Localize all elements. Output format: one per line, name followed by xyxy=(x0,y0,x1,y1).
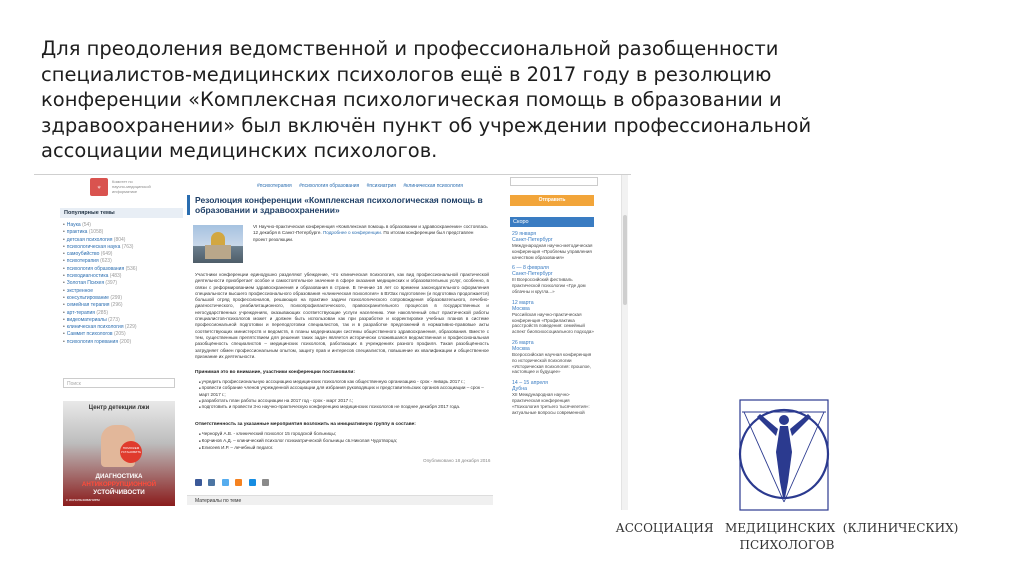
topic-label: психология горевания xyxy=(66,338,119,345)
article-tags xyxy=(257,183,469,189)
tag-link[interactable]: #психотерапия xyxy=(257,183,292,189)
topic-label: клиническая психология xyxy=(66,324,124,331)
odnoklassniki-icon[interactable] xyxy=(235,479,242,486)
banner-title: Центр детекции лжи xyxy=(88,405,150,411)
topic-link[interactable] xyxy=(63,266,183,273)
responsible-list xyxy=(199,431,489,451)
bullet-icon: • xyxy=(63,316,65,323)
upcoming-title: Скоро xyxy=(510,217,594,227)
topic-label: Золотая Психея xyxy=(66,280,105,287)
article-intro: VI Научно-практическая конференция «Комплексная помощь в образовании и здравоохранении» состоялась 12 декабря в Санкт-Петербурге. Подробнее о конференции. По итогам конференции был представлен проект резолюции. xyxy=(253,224,488,242)
list-item: ■ Елисеев И.Р. – лечебный педагог. xyxy=(199,445,489,452)
list-item: ■ Корчинов А.Д. – клинический психолог психиатрической больницы св.Николая Чудотворца; xyxy=(199,438,489,445)
event-text: Российская научно-практическая конференция «Профилактика расстройств поведения: семейный аспект биопсихосоциального подхода» xyxy=(512,311,594,335)
heading-line: ассоциации медицинских психологов. xyxy=(41,139,438,162)
topic-count: (273) xyxy=(108,316,120,323)
tag-link[interactable]: #психология образования xyxy=(299,183,360,189)
slide-heading xyxy=(41,36,821,164)
list-item: ■ Черноруй А.В. - клинический психолог 15 городской больницы; xyxy=(199,431,489,438)
subscribe-input[interactable] xyxy=(510,177,598,186)
responsible-subheading: Ответственность за указанные мероприятия возложить на инициативную группу в составе: xyxy=(195,422,416,427)
topic-link[interactable] xyxy=(63,258,183,265)
share-buttons xyxy=(195,473,271,481)
tag-link[interactable]: #клиническая психология xyxy=(403,183,463,189)
conference-link[interactable]: Подробнее о конференции. xyxy=(322,230,383,236)
bullet-icon: • xyxy=(63,273,65,280)
event-city: Москва xyxy=(512,345,530,352)
article-body: Участники конференции единодушно разделяют убеждение, что клиническая психология, как вид профессиональной практической деятельности приобретает особое и самостоятельное значение в сфере оказания медицинских и образовательных услуг, особенно, в связи с реформированием здравоохранения и образования в стране. В течение 16 лет со времени законодательного оформления специальности высшего профессионального образования «клиническая психология» в ВУЗах подготовлен (и подготовка продолжается) большой отряд профессионалов, решающих на практике задачи психологического сопровождения образовательного, лечебно-диагностического, реабилитационного, психопрофилактического, правоохранительного процессов в государственных и негосударственных учреждениях, оказывающих соответствующие услуги населению. Уже накопленный опыт практической работы специалистов-психологов может и должен быть использован как при разработке и корректировке учебных планов в системе профессиональной подготовки и переподготовки специалистов, так и в разработке предложений в нормативно-правовые акты соответствующих министерств и ведомств, в планы модернизации системы общественного здравоохранения, образования. Вместе с тем, существенным препятствием для решения таких задач является исторически сложившаяся ведомственная и профессиональная разобщённость специалистов – медицинских психологов, работающих в учреждениях разного профиля. Такая разобщённость затрудняет обмен профессиональным опытом, защиту прав и интересов специалистов, повышение их квалификации и общественное признание их деятельности. xyxy=(195,272,489,359)
association-logo xyxy=(734,394,834,516)
topic-label: экстренное xyxy=(66,287,93,294)
site-logo[interactable] xyxy=(60,175,183,199)
topic-count: (649) xyxy=(100,251,113,258)
event-date: 14 – 15 апреля xyxy=(512,380,548,387)
page-scrollbar[interactable] xyxy=(621,175,628,510)
event-item[interactable] xyxy=(512,340,594,375)
topic-label: практика xyxy=(66,229,88,236)
list-item: ■ учредить профессиональную ассоциацию медицинских психологов как общественную организацию - срок - январь 2017 г.; xyxy=(199,379,489,385)
topic-link[interactable] xyxy=(63,324,183,331)
topic-label: арт-терапия xyxy=(66,309,95,316)
topic-label: видеоматериалы xyxy=(66,316,107,323)
topic-link[interactable] xyxy=(63,302,183,309)
banner-badge: ПОМОЖЕМ УСТАНОВИТЬ xyxy=(120,441,142,463)
topic-count: (296) xyxy=(110,302,123,309)
topic-count: (200) xyxy=(119,338,132,345)
bullet-icon: • xyxy=(63,229,65,236)
ad-banner[interactable] xyxy=(63,401,175,506)
topic-link[interactable] xyxy=(63,317,183,324)
banner-text: ДИАГНОСТИКА АНТИКОРРУПЦИОННОЙ УСТОЙЧИВОСТИ xyxy=(81,473,157,496)
topic-link[interactable] xyxy=(63,222,183,229)
bullet-icon: • xyxy=(63,338,65,345)
event-item[interactable] xyxy=(512,300,594,335)
event-date: 6 — 8 февраля xyxy=(512,265,549,272)
scrollbar-thumb[interactable] xyxy=(623,215,627,305)
topic-link[interactable] xyxy=(63,273,183,280)
plus-icon[interactable] xyxy=(262,479,269,486)
heading-line: специалистов-медицинских психологов ещё в 2017 году в резолюцию xyxy=(41,62,772,86)
event-city: Санкт-Петербург xyxy=(512,237,553,243)
logo-mark-icon: ψ xyxy=(90,178,108,196)
topic-label: Саммит психологов xyxy=(66,331,113,338)
event-text: Международная научно-методическая конференция «Проблемы управления качеством образования» xyxy=(512,243,593,260)
topic-link[interactable] xyxy=(63,251,183,258)
topic-link[interactable] xyxy=(63,229,183,236)
article-title: Резолюция конференции «Комплексная психологическая помощь в образовании и здравоохранении» xyxy=(187,195,495,215)
topic-link[interactable] xyxy=(63,288,183,295)
article-column xyxy=(187,175,497,510)
resolution-subheading: Принимая это во внимание, участники конференции постановили: xyxy=(195,370,355,375)
bullet-icon: • xyxy=(63,265,65,272)
topic-count: (205) xyxy=(113,331,126,338)
topic-count: (299) xyxy=(110,294,123,301)
bullet-icon: • xyxy=(63,331,65,338)
topic-label: психотерапия xyxy=(66,258,99,265)
event-text: III Всероссийский фестиваль практической психологии «Где дом облачны и кругла...» xyxy=(512,277,586,294)
bullet-icon: • xyxy=(63,324,65,331)
upcoming-events xyxy=(512,231,594,420)
topic-count: (397) xyxy=(105,280,118,287)
bullet-icon: • xyxy=(63,287,65,294)
heading-line: Для преодоления ведомственной и профессиональной разобщенности xyxy=(41,37,779,60)
event-text: Всероссийская научная конференция по исторической психологии «Историческая психология: прошлое, настоящее и будущее» xyxy=(512,351,592,375)
topic-count: (804) xyxy=(113,236,126,243)
banner-foot: с использованием xyxy=(66,497,100,502)
event-city: Санкт-Петербург xyxy=(512,271,553,278)
heading-line: конференции «Комплексная психологическая помощь в образовании и xyxy=(41,88,782,111)
topic-link[interactable] xyxy=(63,331,183,338)
topic-count: (54) xyxy=(82,222,91,228)
topic-count: (1058) xyxy=(88,229,104,236)
human-figure-icon xyxy=(757,414,811,498)
event-item[interactable] xyxy=(512,265,594,294)
topic-label: детская психология xyxy=(66,236,113,243)
cathedral-photo xyxy=(193,225,243,263)
event-date: 26 марта xyxy=(512,339,534,346)
bullet-icon: • xyxy=(63,309,65,316)
website-screenshot xyxy=(34,174,631,510)
bullet-icon: • xyxy=(63,294,65,301)
topic-link[interactable] xyxy=(63,237,183,244)
bullet-icon: • xyxy=(63,258,65,265)
popular-topics-list xyxy=(63,222,183,346)
association-caption: АССОЦИАЦИЯ МЕДИЦИНСКИХ (КЛИНИЧЕСКИХ) ПСИХОЛОГОВ xyxy=(615,521,959,552)
event-date: 12 марта xyxy=(512,299,534,306)
list-item: ■ подготовить и провести 3-ю научно-практическую конференцию медицинских психологов не позднее декабря 2017 года. xyxy=(199,404,489,410)
topic-label: семейная терапия xyxy=(66,302,110,309)
event-item[interactable] xyxy=(512,380,594,415)
logo-text: Комитет по научно-медицинской информатике xyxy=(112,179,151,194)
topic-link[interactable] xyxy=(63,339,183,346)
topic-count: (483) xyxy=(109,273,122,280)
resolution-list xyxy=(199,379,489,410)
topic-count: (229) xyxy=(124,324,137,331)
topic-count: (536) xyxy=(125,265,138,272)
topic-label: Наука xyxy=(66,222,81,228)
bullet-icon: • xyxy=(63,222,65,228)
topic-label: самоубийство xyxy=(66,251,100,258)
related-materials[interactable]: Материалы по теме xyxy=(187,495,493,505)
heading-line: здравоохранении» был включён пункт об учреждении профессиональной xyxy=(41,113,812,137)
topic-link[interactable] xyxy=(63,280,183,287)
event-text: XII Международная научно-практическая конференция «Психология третьего тысячелетия»: актуальные вопросы современной xyxy=(512,392,590,415)
event-city: Москва xyxy=(512,305,530,312)
send-button[interactable]: Отправить xyxy=(510,195,594,206)
tag-link[interactable]: #психиатрия xyxy=(366,183,396,189)
list-item: ■ провести собрание членов учрежденной ассоциации для избрания руководящих и представительских органов ассоциации – срок – март 2017 г.; xyxy=(199,385,489,398)
facebook-icon[interactable] xyxy=(195,479,202,486)
publish-date: Опубликовано 18 декабря 2016 xyxy=(423,458,491,463)
vk-icon[interactable] xyxy=(208,479,215,486)
event-item[interactable] xyxy=(512,231,594,260)
left-sidebar xyxy=(60,175,183,510)
topic-label: психология образования xyxy=(66,265,125,272)
event-city: Дубна xyxy=(512,386,528,393)
topic-label: психодиагностика xyxy=(66,273,109,280)
topic-count: (623) xyxy=(100,258,112,265)
event-date: 29 января xyxy=(512,231,537,237)
right-sidebar xyxy=(504,175,630,510)
bullet-icon: • xyxy=(63,280,65,287)
list-item: ■ разработать план работы ассоциации на 2017 год - срок - март 2017 г.; xyxy=(199,398,489,404)
topic-label: психологическая наука xyxy=(66,243,121,250)
twitter-icon[interactable] xyxy=(222,479,229,486)
bullet-icon: • xyxy=(63,251,65,258)
topic-count: (285) xyxy=(96,309,109,316)
mail-icon[interactable] xyxy=(249,479,256,486)
topic-count: (763) xyxy=(121,243,134,250)
bullet-icon: • xyxy=(63,243,65,250)
bullet-icon: • xyxy=(63,302,65,309)
bullet-icon: • xyxy=(63,236,65,243)
sidebar-search-input[interactable]: Поиск xyxy=(63,378,175,388)
popular-topics-title: Популярные темы xyxy=(60,208,183,218)
topic-link[interactable] xyxy=(63,310,183,317)
topic-label: консультирование xyxy=(66,294,109,301)
